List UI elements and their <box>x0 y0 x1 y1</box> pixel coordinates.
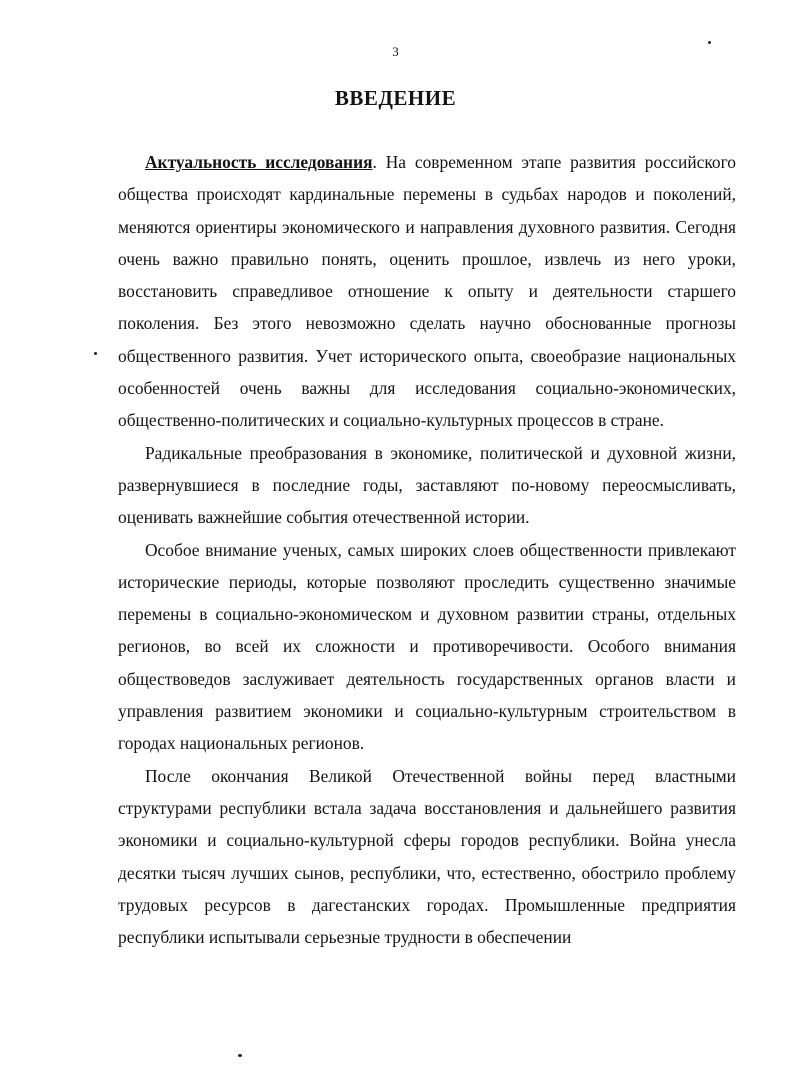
paragraph-lead-in: Актуальность исследования <box>145 152 373 172</box>
scan-speck <box>238 1054 242 1057</box>
paragraph-text: На современном этапе развития российского общества происходят кардинальные перемены в судьбах народов и поколений, меняются ориентиры экономического и направления духовного развития. Сегодня очень важно правильно понять, оценить прошлое, извлечь из него уроки, восстановить справедливое отношение к опыту и деятельности старшего поколения. Без этого невозможно сделать научно обоснованные прогнозы общественного развития. Учет исторического опыта, своеобразие национальных особенностей очень важны для исследования социально-экономических, общественно-политических и социально-культурных процессов в стране. <box>118 152 737 431</box>
paragraph: После окончания Великой Отечественной войны перед властными структурами республики встала задача восстановления и дальнейшего развития экономики и социально-культурной сферы городов республики. Война унесла десятки тысяч лучших сынов, республики, что, естественно, обострило проблему трудовых ресурсов в дагестанских городах. Промышленные предприятия республики испытывали серьезные трудности в обеспечении <box>118 765 736 948</box>
body-text <box>118 146 736 953</box>
paragraph: Радикальные преобразования в экономике, политической и духовной жизни, развернувшиеся в последние годы, заставляют по-новому переосмысливать, оценивать важнейшие события отечественной истории. <box>118 442 736 528</box>
paragraph-lead-in-punct: . <box>372 152 377 172</box>
paragraph: Особое внимание ученых, самых широких слоев общественности привлекают исторические периоды, которые позволяют проследить существенно значимые перемены в социально-экономическом и духовном развитии страны, отдельных регионов, во всей их сложности и противоречивости. Особого внимания обществоведов заслуживает деятельность государственных органов власти и управления развитием экономики и социально-культурным строительством в городах национальных регионов. <box>118 539 736 754</box>
scan-speck <box>94 352 97 355</box>
page-title: ВВЕДЕНИЕ <box>334 86 457 110</box>
paragraph-relevance <box>118 146 736 437</box>
page-number: 3 <box>392 44 399 59</box>
scan-speck <box>708 41 711 44</box>
